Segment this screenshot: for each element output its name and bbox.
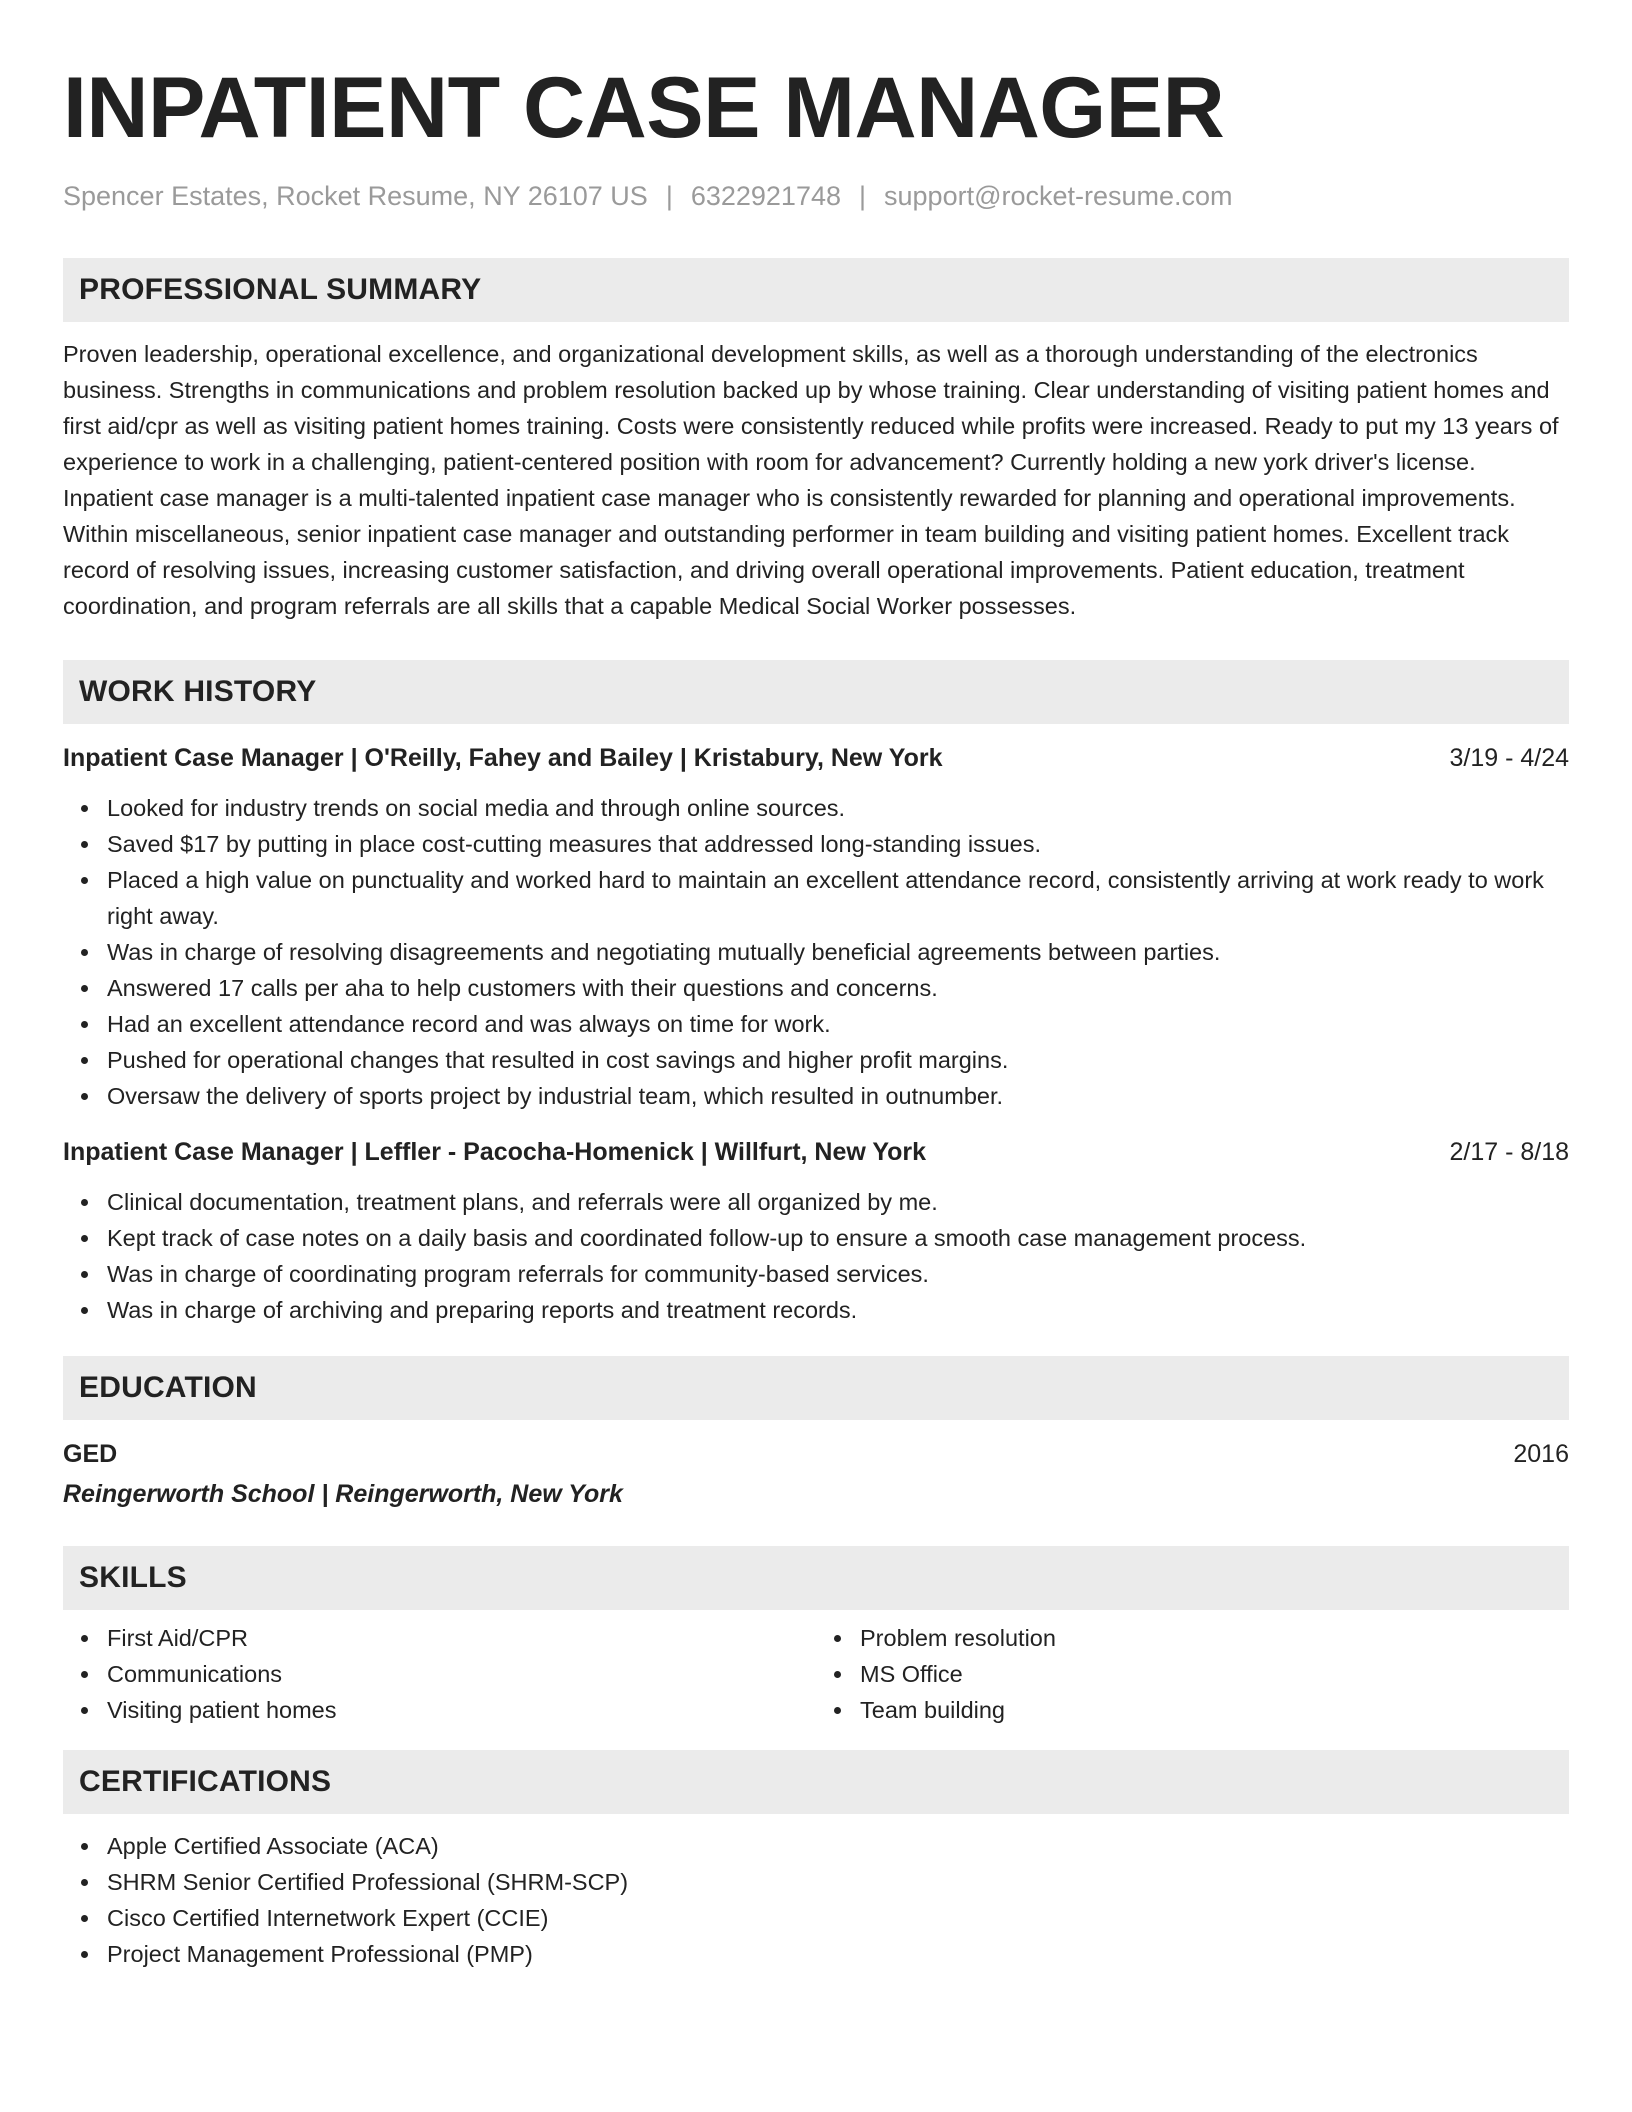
skill-item: Visiting patient homes <box>107 1692 816 1728</box>
job-bullet: Had an excellent attendance record and was always on time for work. <box>107 1006 1569 1042</box>
education-header <box>63 1436 1569 1472</box>
job-bullet: Was in charge of archiving and preparing reports and treatment records. <box>107 1292 1569 1328</box>
job-dates: 2/17 - 8/18 <box>1449 1138 1569 1166</box>
job-bullet: Placed a high value on punctuality and worked hard to maintain an excellent attendance record, consistently arriving at work ready to work right away. <box>107 862 1569 934</box>
contact-email: support@rocket-resume.com <box>884 181 1233 211</box>
certification-item: Cisco Certified Internetwork Expert (CCIE) <box>107 1900 1569 1936</box>
contact-separator: | <box>665 181 673 211</box>
skill-item: Communications <box>107 1656 816 1692</box>
job-entry <box>63 1134 1569 1328</box>
certifications-list <box>63 1828 1569 1972</box>
skills-column-left <box>63 1620 816 1728</box>
skill-item: MS Office <box>860 1656 1569 1692</box>
job-header <box>63 740 1569 776</box>
contact-line <box>63 176 1569 216</box>
job-bullet: Kept track of case notes on a daily basis and coordinated follow-up to ensure a smooth case management process. <box>107 1220 1569 1256</box>
job-bullet: Answered 17 calls per aha to help customers with their questions and concerns. <box>107 970 1569 1006</box>
job-entry <box>63 740 1569 1114</box>
resume-name: INPATIENT CASE MANAGER <box>63 60 1225 156</box>
certifications-heading: CERTIFICATIONS <box>63 1750 1569 1814</box>
job-bullet: Oversaw the delivery of sports project by industrial team, which resulted in outnumber. <box>107 1078 1569 1114</box>
job-header <box>63 1134 1569 1170</box>
job-bullet: Clinical documentation, treatment plans, and referrals were all organized by me. <box>107 1184 1569 1220</box>
work-history-heading: WORK HISTORY <box>63 660 1569 724</box>
job-title: Inpatient Case Manager | Leffler - Pacocha-Homenick | Willfurt, New York <box>63 1138 927 1166</box>
certification-item: Project Management Professional (PMP) <box>107 1936 1569 1972</box>
job-bullets <box>63 1184 1569 1328</box>
job-dates: 3/19 - 4/24 <box>1449 744 1569 772</box>
skills-column-right <box>816 1620 1569 1728</box>
job-bullet: Was in charge of resolving disagreements and negotiating mutually beneficial agreements between parties. <box>107 934 1569 970</box>
education-year: 2016 <box>1513 1440 1569 1468</box>
skill-item: Team building <box>860 1692 1569 1728</box>
education-degree: GED <box>63 1440 118 1468</box>
skills-grid <box>63 1620 1569 1728</box>
certification-item: SHRM Senior Certified Professional (SHRM-SCP) <box>107 1864 1569 1900</box>
skill-item: First Aid/CPR <box>107 1620 816 1656</box>
job-bullet: Pushed for operational changes that resulted in cost savings and higher profit margins. <box>107 1042 1569 1078</box>
summary-text: Proven leadership, operational excellence, and organizational development skills, as well as a thorough understanding of the electronics business. Strengths in communications and problem resolution backed up by whose training. Clear understanding of visiting patient homes and first aid/cpr as well as visiting patient homes training. Costs were consistently reduced while profits were increased. Ready to put my 13 years of experience to work in a challenging, patient-centered position with room for advancement? Currently holding a new york driver's license. Inpatient case manager is a multi-talented inpatient case manager who is consistently rewarded for planning and operational improvements. Within miscellaneous, senior inpatient case manager and outstanding performer in team building and visiting patient homes. Excellent track record of resolving issues, increasing customer satisfaction, and driving overall operational improvements. Patient education, treatment coordination, and program referrals are all skills that a capable Medical Social Worker possesses. <box>63 341 1559 619</box>
certification-item: Apple Certified Associate (ACA) <box>107 1828 1569 1864</box>
contact-phone: 6322921748 <box>690 181 841 211</box>
job-bullet: Saved $17 by putting in place cost-cutting measures that addressed long-standing issues. <box>107 826 1569 862</box>
skills-heading: SKILLS <box>63 1546 1569 1610</box>
job-bullets <box>63 790 1569 1114</box>
summary-heading: PROFESSIONAL SUMMARY <box>63 258 1569 322</box>
education-heading: EDUCATION <box>63 1356 1569 1420</box>
job-title: Inpatient Case Manager | O'Reilly, Fahey and Bailey | Kristabury, New York <box>63 744 943 772</box>
job-bullet: Looked for industry trends on social media and through online sources. <box>107 790 1569 826</box>
contact-address: Spencer Estates, Rocket Resume, NY 26107 US <box>63 181 648 211</box>
job-bullet: Was in charge of coordinating program referrals for community-based services. <box>107 1256 1569 1292</box>
skill-item: Problem resolution <box>860 1620 1569 1656</box>
education-school: Reingerworth School | Reingerworth, New York <box>63 1480 623 1508</box>
contact-separator: | <box>859 181 867 211</box>
